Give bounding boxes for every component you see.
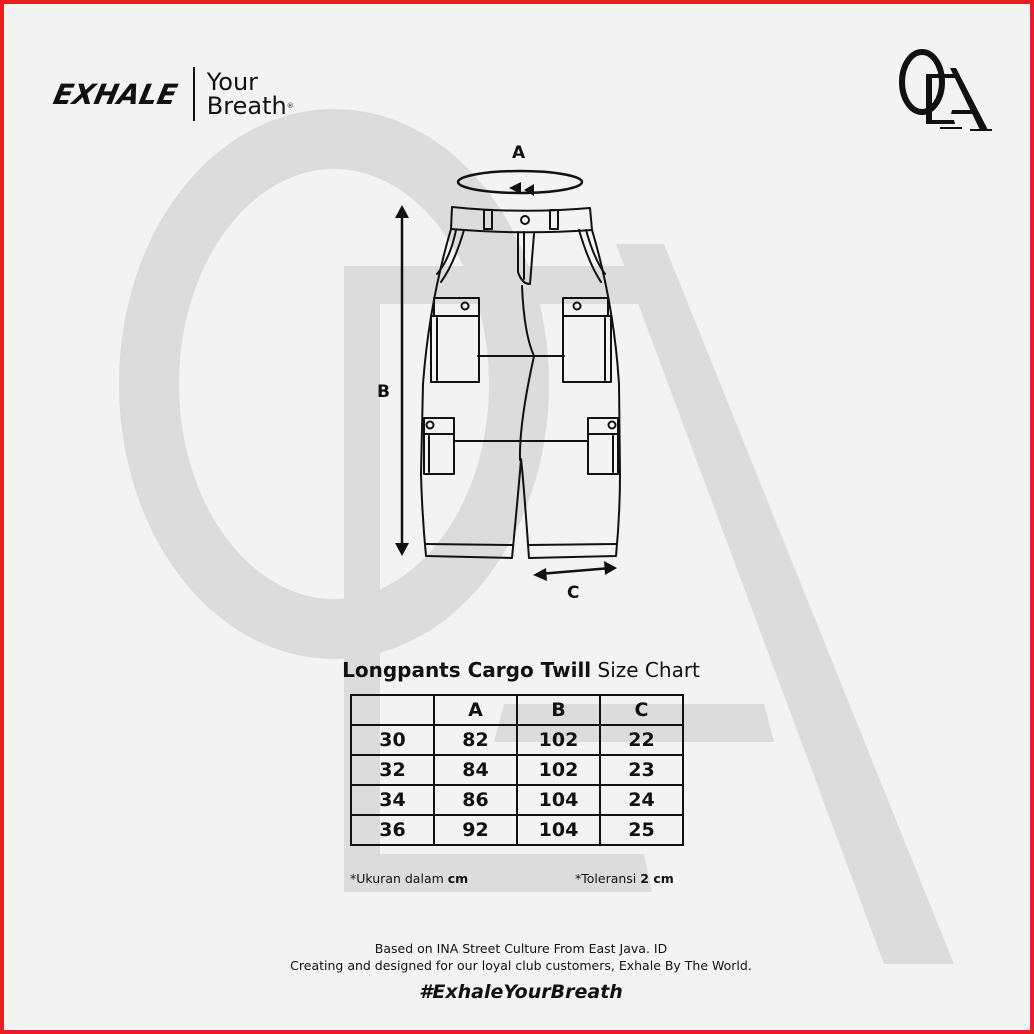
cell-size: 30 [351,725,434,755]
cell-c: 24 [600,785,683,815]
tolerance-note-value: 2 cm [640,871,674,886]
size-chart-table [350,694,684,846]
cell-a: 86 [434,785,517,815]
header-cell-c: C [600,695,683,725]
header-cell-b: B [517,695,600,725]
size-chart-title-bold: Longpants Cargo Twill [342,658,592,682]
registered-mark: ® [286,102,294,110]
table-row [351,725,683,755]
cell-size: 36 [351,815,434,845]
table-row [351,815,683,845]
cell-c: 22 [600,725,683,755]
cell-a: 92 [434,815,517,845]
table-header-row [351,695,683,725]
cell-a: 82 [434,725,517,755]
header-cell-size [351,695,434,725]
dimension-label-c: C [567,583,580,603]
tagline-line-1: Your [206,68,259,96]
footer-hashtag: #ExhaleYourBreath [419,981,623,1003]
pants-diagram [4,4,1034,664]
cell-size: 32 [351,755,434,785]
dimension-label-b: B [377,382,390,402]
cell-c: 25 [600,815,683,845]
tolerance-note [575,871,674,886]
tagline-word: Breath [206,92,287,120]
table-row [351,755,683,785]
exhale-logo: EXHALE [50,77,181,111]
cell-b: 104 [517,815,600,845]
unit-note [350,871,468,886]
header-cell-a: A [434,695,517,725]
cell-a: 84 [434,755,517,785]
unit-note-prefix: *Ukuran dalam [350,871,448,886]
footer-line-1: Based on INA Street Culture From East Java. ID [374,941,668,956]
tolerance-note-prefix: *Toleransi [575,871,641,886]
cell-b: 102 [517,755,600,785]
footer-line-2: Creating and designed for our loyal club customers, Exhale By The World. [290,958,752,973]
unit-note-value: cm [447,871,469,886]
table-row [351,785,683,815]
cell-b: 104 [517,785,600,815]
dimension-label-a: A [512,143,526,163]
cell-size: 34 [351,785,434,815]
cell-c: 23 [600,755,683,785]
cell-b: 102 [517,725,600,755]
size-chart-title-rest: Size Chart [591,658,700,682]
size-chart-title [4,658,1034,682]
